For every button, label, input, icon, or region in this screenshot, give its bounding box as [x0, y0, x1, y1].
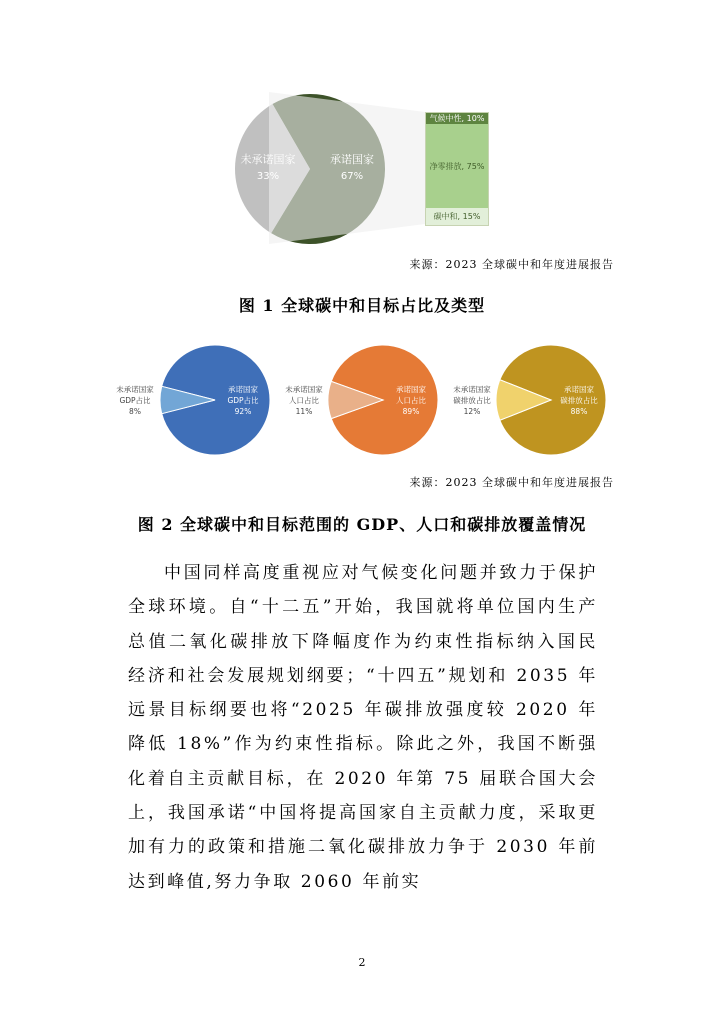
- figure1-stacked-bar: [425, 112, 489, 226]
- pie-population-uncommitted-metric: 人口占比: [289, 396, 319, 405]
- pie-gdp-uncommitted-metric: GDP占比: [119, 396, 151, 405]
- pie-gdp-committed-value: 92%: [234, 407, 252, 416]
- figure1-connector: [269, 92, 425, 244]
- figure2-pie-population: [285, 345, 438, 455]
- figure1-uncommitted-label: 未承诺国家: [240, 153, 296, 166]
- pie-emissions-committed-label: 承诺国家: [564, 385, 594, 394]
- figure1-uncommitted-value: 33%: [256, 171, 280, 182]
- bar-segment-carbon-neutral: 碳中和, 15%: [426, 208, 488, 225]
- pie-emissions-uncommitted-label: 未承诺国家: [453, 385, 491, 394]
- pie-emissions-uncommitted-metric: 碳排放占比: [453, 396, 491, 405]
- pie-population-committed-label: 承诺国家: [396, 385, 426, 394]
- pie-population-uncommitted-label: 未承诺国家: [285, 385, 323, 394]
- figure2-caption: 图 2 全球碳中和目标范围的 GDP、人口和碳排放覆盖情况: [137, 515, 587, 534]
- figure1-caption: 图 1 全球碳中和目标占比及类型: [238, 296, 486, 315]
- pie-population-committed-value: 89%: [402, 407, 420, 416]
- figure1-source: 来源：2023 全球碳中和年度进展报告: [409, 258, 614, 271]
- pie-gdp-committed-label: 承诺国家: [228, 385, 258, 394]
- figure2-pie-gdp: [116, 345, 270, 455]
- bar-segment-climate-neutral: 气候中性, 10%: [426, 113, 488, 124]
- figure2-pie-emissions: [453, 345, 606, 455]
- page-number: 2: [358, 956, 366, 969]
- pie-gdp-committed-metric: GDP占比: [227, 396, 259, 405]
- pie-emissions-uncommitted-value: 12%: [463, 407, 481, 416]
- figure1-committed-label: 承诺国家: [330, 153, 374, 166]
- pie-gdp-uncommitted-label: 未承诺国家: [116, 385, 154, 394]
- figure1-committed-value: 67%: [340, 171, 364, 182]
- pie-gdp-uncommitted-value: 8%: [129, 407, 141, 416]
- figure2-chart: [115, 340, 615, 460]
- pie-population-committed-metric: 人口占比: [396, 396, 426, 405]
- pie-emissions-committed-value: 88%: [570, 407, 588, 416]
- bar-segment-net-zero: 净零排放, 75%: [426, 124, 488, 208]
- body-paragraph: 中国同样高度重视应对气候变化问题并致力于保护全球环境。自“十二五”开始，我国就将单位国内生产总值二氧化碳排放下降幅度作为约束性指标纳入国民经济和社会发展规划纲要；“十四五”规划和 2035 年远景目标纲要也将“2025 年碳排放强度较 2020 年降低 18%”作为约束性指标。除此之外，我国不断强化着自主贡献目标，在 2020 年第 75 届联合国大会上，我国承诺“中国将提高国家自主贡献力度，采取更加有力的政策和措施二氧化碳排放力争于 2030 年前达到峰值,努力争取 2060 年前实: [128, 563, 598, 892]
- figure2-source: 来源：2023 全球碳中和年度进展报告: [409, 476, 614, 489]
- pie-emissions-committed-metric: 碳排放占比: [560, 396, 598, 405]
- pie-population-uncommitted-value: 11%: [295, 407, 313, 416]
